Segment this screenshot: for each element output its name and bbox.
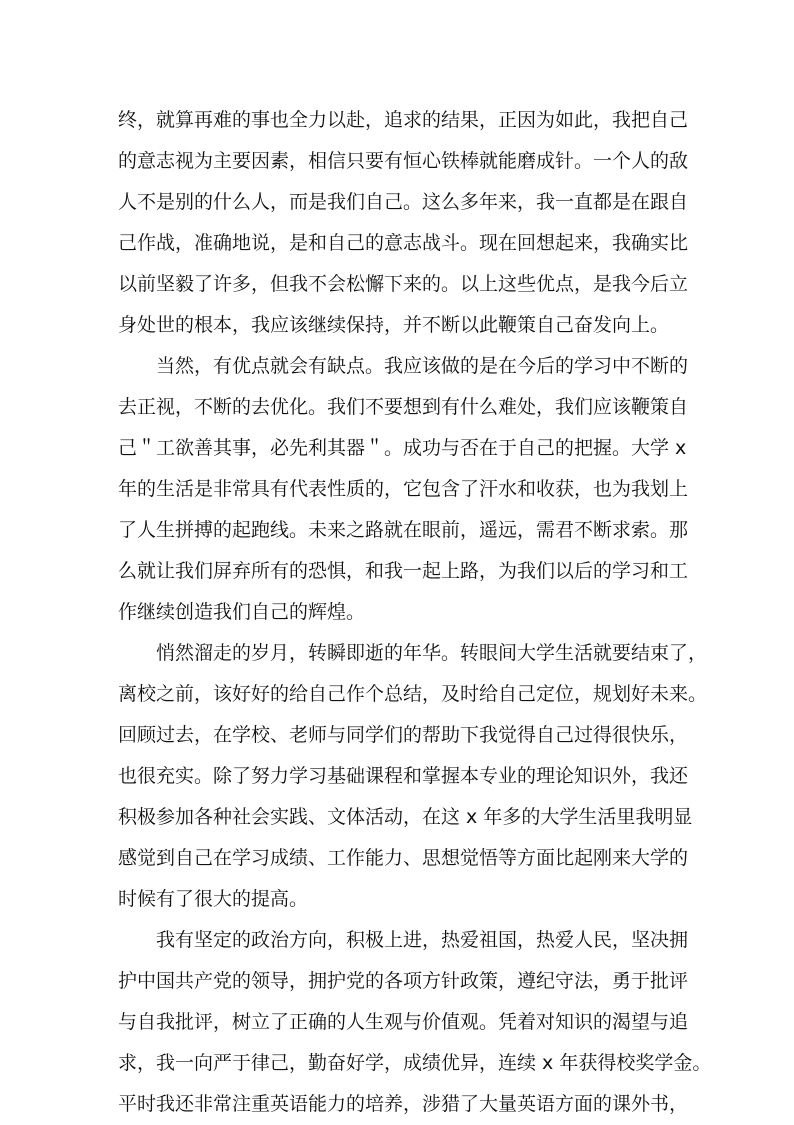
text-line: 人不是别的什么人，而是我们自己。这么多年来，我一直都是在跟自 [118,191,689,213]
paragraph-4 [118,920,712,1125]
text-line: 年的生活是非常具有代表性质的，它包含了汗水和收获，也为我划上 [118,478,689,500]
text-line: 去正视，不断的去优化。我们不要想到有什么难处，我们应该鞭策自 [118,396,689,418]
text-line: 也很充实。除了努力学习基础课程和掌握本专业的理论知识外，我还 [118,765,689,787]
text-line: 求，我一向严于律己，勤奋好学，成绩优异，连续 x 年获得校奖学金。 [118,1052,712,1074]
text-line: 感觉到自己在学习成绩、工作能力、思想觉悟等方面比起刚来大学的 [118,847,689,869]
text-line: 么就让我们屏弃所有的恐惧，和我一起上路，为我们以后的学习和工 [118,560,689,582]
text-line: 作继续创造我们自己的辉煌。 [118,601,366,623]
text-line: 积极参加各种社会实践、文体活动，在这 x 年多的大学生活里我明显 [118,806,693,828]
text-line: 护中国共产党的领导，拥护党的各项方针政策，遵纪守法，勇于批评 [118,970,689,992]
text-line: 平时我还非常注重英语能力的培养，涉猎了大量英语方面的课外书， [118,1093,689,1115]
text-line: 当然，有优点就会有缺点。我应该做的是在今后的学习中不断的 [156,355,689,377]
text-line: 与自我批评，树立了正确的人生观与价值观。凭着对知识的渴望与追 [118,1011,689,1033]
text-line: 离校之前，该好好的给自己作个总结，及时给自己定位，规划好未来。 [118,683,708,705]
text-line: 我有坚定的政治方向，积极上进，热爱祖国，热爱人民，坚决拥 [156,929,689,951]
text-line: 悄然溜走的岁月，转瞬即逝的年华。转眼间大学生活就要结束了， [156,642,708,664]
text-line: 了人生拼搏的起跑线。未来之路就在眼前，遥远，需君不断求索。那 [118,519,689,541]
text-line: 己作战，准确地说，是和自己的意志战斗。现在回想起来，我确实比 [118,232,689,254]
text-line: 的意志视为主要因素，相信只要有恒心铁棒就能磨成针。一个人的敌 [118,150,689,172]
text-line: 身处世的根本，我应该继续保持，并不断以此鞭策自己奋发向上。 [118,314,670,336]
paragraph-1 [118,100,689,346]
text-line: 终，就算再难的事也全力以赴，追求的结果，正因为如此，我把自己 [118,109,689,131]
paragraph-3 [118,633,708,920]
text-line: 时候有了很大的提高。 [118,888,309,910]
paragraph-2 [118,346,689,633]
text-line: 回顾过去，在学校、老师与同学们的帮助下我觉得自己过得很快乐， [118,724,689,746]
document-body [118,100,712,1125]
text-line: 己＂工欲善其事，必先利其器＂。成功与否在于自己的把握。大学 x [118,437,687,459]
text-line: 以前坚毅了许多，但我不会松懈下来的。以上这些优点，是我今后立 [118,273,689,295]
